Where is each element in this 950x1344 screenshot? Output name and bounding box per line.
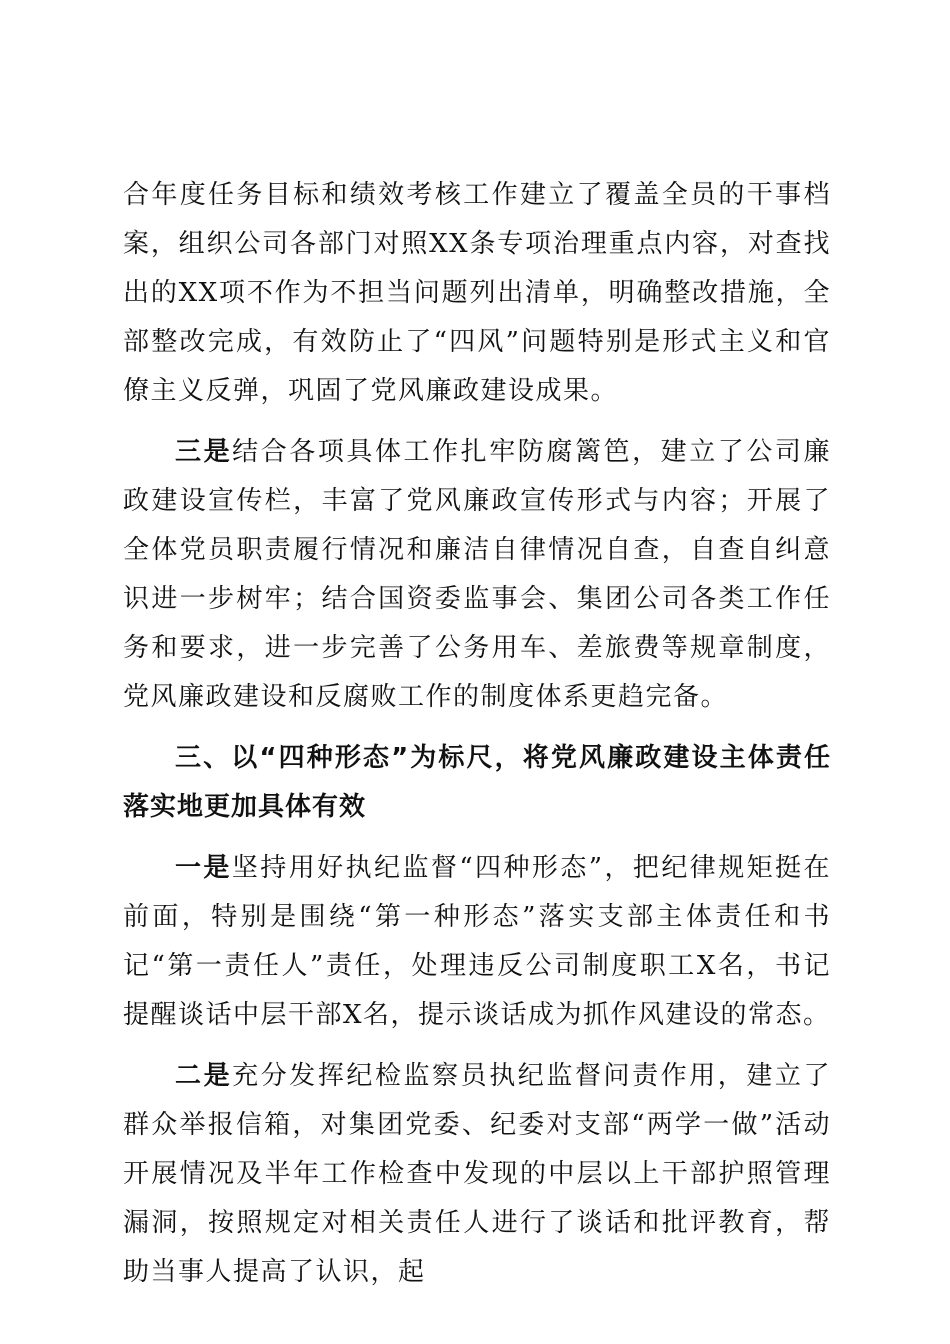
paragraph-point-two bbox=[123, 1052, 831, 1297]
paragraph-text: 结合各项具体工作扎牢防腐篱笆，建立了公司廉政建设宣传栏，丰富了党风廉政宣传形式与内容；开展了全体党员职责履行情况和廉洁自律情况自查，自查自纠意识进一步树牢；结合国资委监事会、集团公司各类工作任务和要求，进一步完善了公务用车、差旅费等规章制度，党风廉政建设和反腐败工作的制度体系更趋完备。 bbox=[123, 437, 831, 712]
paragraph-point-three bbox=[123, 428, 831, 722]
paragraph-text: 合年度任务目标和绩效考核工作建立了覆盖全员的干事档案，组织公司各部门对照XX条专项治理重点内容，对查找出的XX项不作为不担当问题列出清单，明确整改措施，全部整改完成，有效防止了“四风”问题特别是形式主义和官僚主义反弹，巩固了党风廉政建设成果。 bbox=[123, 180, 831, 406]
paragraph-text: 坚持用好执纪监督“四种形态”，把纪律规矩挺在前面，特别是围绕“第一种形态”落实支部主体责任和书记“第一责任人”责任，处理违反公司制度职工X名，书记提醒谈话中层干部X名，提示谈话成为抓作风建设的常态。 bbox=[123, 853, 831, 1030]
paragraph-continuation bbox=[123, 171, 831, 416]
section-heading-text: 三、以“四种形态”为标尺，将党风廉政建设主体责任落实地更加具体有效 bbox=[123, 743, 831, 822]
paragraph-point-one bbox=[123, 844, 831, 1040]
paragraph-text: 充分发挥纪检监察员执纪监督问责作用，建立了群众举报信箱，对集团党委、纪委对支部“两学一做”活动开展情况及半年工作检查中发现的中层以上干部护照管理漏洞，按照规定对相关责任人进行了谈话和批评教育，帮助当事人提高了认识，起 bbox=[123, 1061, 831, 1287]
document-body bbox=[123, 171, 831, 1297]
paragraph-lead: 一是 bbox=[175, 853, 232, 883]
paragraph-lead: 三是 bbox=[175, 437, 233, 467]
paragraph-lead: 二是 bbox=[175, 1061, 233, 1091]
section-heading bbox=[123, 734, 831, 832]
